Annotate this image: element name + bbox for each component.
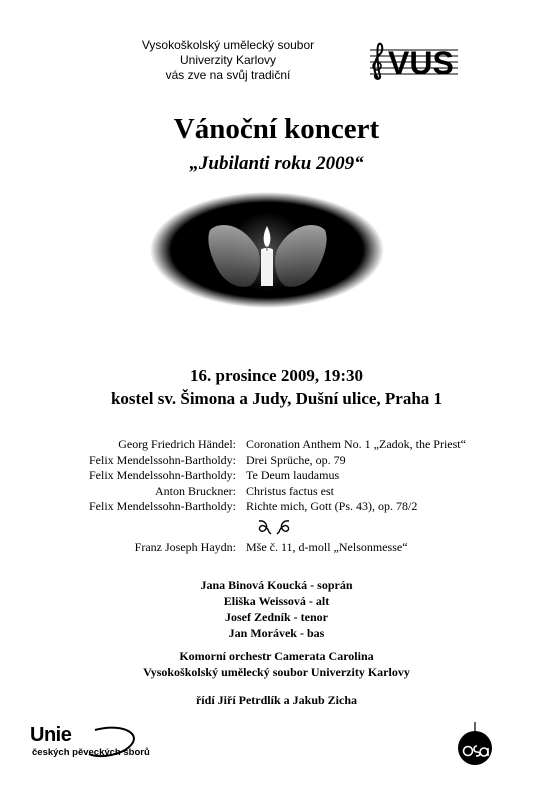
- osa-logo-icon: [455, 722, 495, 766]
- unie-logo: [30, 724, 180, 764]
- program-row: [0, 468, 553, 484]
- soloist: Josef Zedník - tenor: [225, 610, 328, 624]
- event-date: 16. prosince 2009, 19:30: [190, 366, 363, 385]
- unie-subtitle: českých pěveckých sborů: [32, 747, 150, 758]
- program-composer: Felix Mendelssohn-Bartholdy:: [89, 499, 236, 513]
- vus-logo-icon: [370, 40, 460, 80]
- program-work: Mše č. 11, d-moll „Nelsonmesse“: [246, 540, 408, 554]
- program-composer: Franz Joseph Haydn:: [134, 540, 236, 554]
- program-work: Coronation Anthem No. 1 „Zadok, the Priest“: [246, 437, 466, 451]
- header-line: Vysokoškolský umělecký soubor: [141, 38, 315, 52]
- candle-in-hands-icon: [150, 190, 385, 310]
- event-venue: kostel sv. Šimona a Judy, Dušní ulice, Praha 1: [110, 389, 443, 408]
- header-line: vás zve na svůj tradiční: [165, 68, 291, 82]
- soloists-list: [0, 577, 553, 641]
- ensemble: Vysokoškolský umělecký soubor Univerzity Karlovy: [143, 665, 410, 679]
- invitation-header: [118, 38, 338, 83]
- fleuron-icon: [255, 518, 293, 536]
- program-row: [0, 540, 553, 556]
- program-composer: Felix Mendelssohn-Bartholdy:: [89, 468, 236, 482]
- program-composer: Felix Mendelssohn-Bartholdy:: [89, 452, 236, 467]
- program-row: [0, 453, 553, 469]
- concert-title: Vánoční koncert: [173, 113, 380, 145]
- vus-logo-text: VUS: [388, 45, 454, 80]
- concert-subtitle: „Jubilanti roku 2009“: [189, 153, 364, 174]
- program-work: Drei Sprüche, op. 79: [246, 452, 346, 467]
- unie-title: Unie: [30, 724, 72, 746]
- soloist: Jan Morávek - bas: [228, 626, 325, 640]
- program-work: Christus factus est: [246, 483, 334, 498]
- program-finale: [0, 540, 553, 556]
- soloist: Jana Binová Koucká - soprán: [200, 578, 353, 592]
- program-composer: Anton Bruckner:: [155, 483, 236, 498]
- program-list: [0, 437, 553, 515]
- header-line: Univerzity Karlovy: [179, 53, 277, 67]
- ensembles-list: [0, 648, 553, 680]
- program-work: Richte mich, Gott (Ps. 43), op. 78/2: [246, 499, 418, 513]
- program-work: Te Deum laudamus: [246, 468, 340, 482]
- conductors: řídí Jiří Petrdlík a Jakub Zicha: [195, 693, 357, 707]
- program-composer: Georg Friedrich Händel:: [118, 437, 236, 451]
- program-row: [0, 437, 553, 453]
- program-row: [0, 499, 553, 515]
- ensemble: Komorní orchestr Camerata Carolina: [179, 649, 374, 663]
- soloist: Eliška Weissová - alt: [223, 594, 330, 608]
- program-row: [0, 484, 553, 500]
